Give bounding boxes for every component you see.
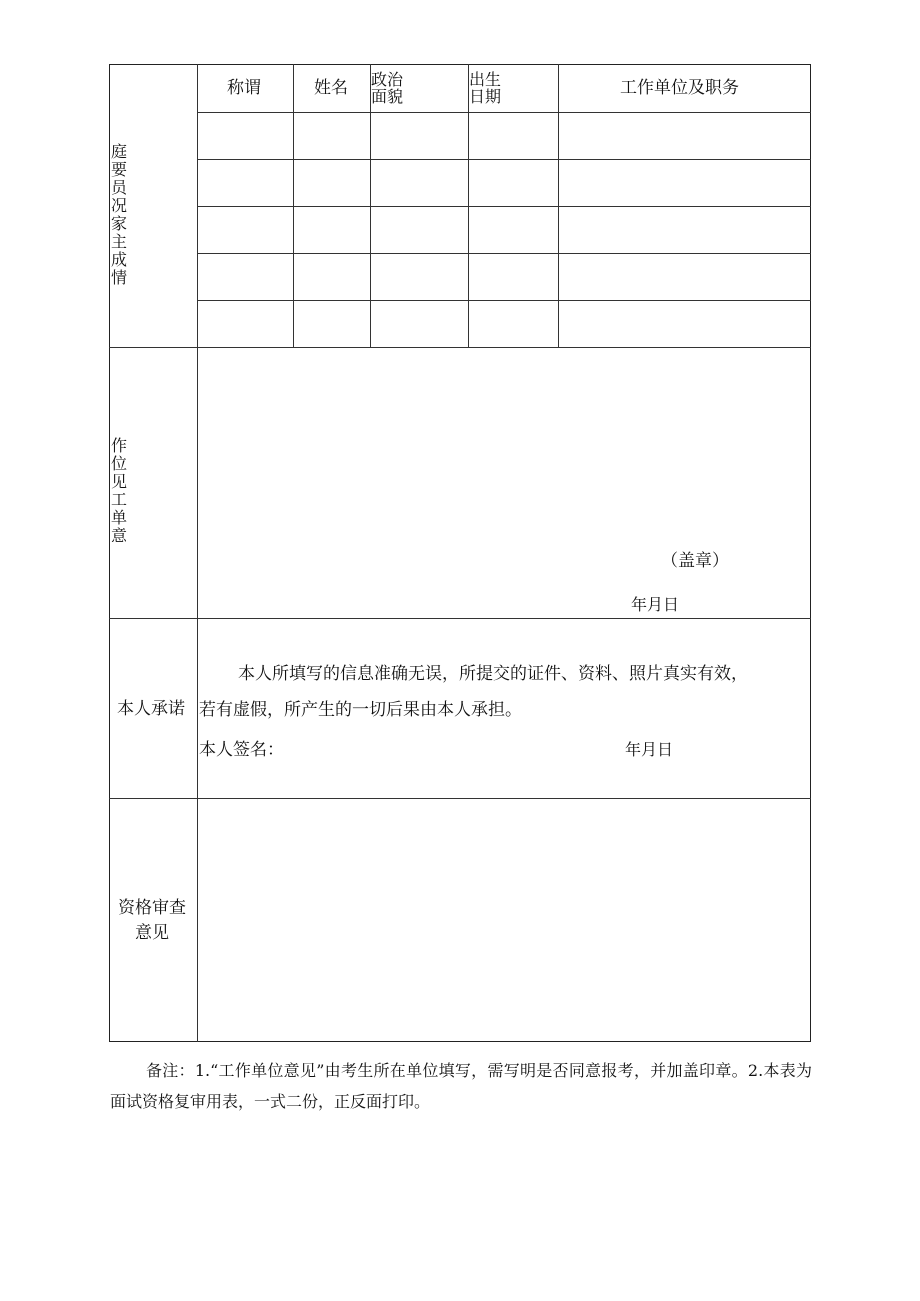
qualification-review-area[interactable] [198, 799, 810, 1041]
qualification-review-label-2: 意见 [135, 923, 169, 943]
header-political-status: 政治 面貌 [371, 70, 404, 106]
commitment-date: 年月日 [625, 740, 674, 759]
family-row-1[interactable] [198, 113, 810, 159]
work-unit-opinion-area[interactable] [198, 348, 810, 618]
section-divider [109, 618, 811, 619]
remarks: 备注：1.“工作单位意见”由考生所在单位填写，需写明是否同意报考，并加盖印章。2.本表为面试资格复审用表，一式二份，正反面打印。 [110, 1061, 812, 1111]
header-work-unit-position: 工作单位及职务 [620, 78, 739, 98]
family-row-5[interactable] [198, 301, 810, 347]
signature-label: 本人签名： [199, 740, 284, 760]
family-row-3[interactable] [198, 207, 810, 253]
seal-note: （盖章） [661, 551, 729, 571]
family-row-4[interactable] [198, 254, 810, 300]
commitment-line-1: 本人所填写的信息准确无误，所提交的证件、资料、照片真实有效， [238, 664, 748, 684]
work-unit-date: 年月日 [631, 595, 680, 614]
signature-field[interactable] [285, 735, 585, 765]
family-row-2[interactable] [198, 160, 810, 206]
work-unit-opinion-label: 作位见工单意 [110, 436, 127, 545]
family-members-label: 庭要员况家主成情 [110, 142, 127, 287]
commitment-line-2: 若有虚假，所产生的一切后果由本人承担。 [199, 700, 522, 720]
header-birth-date: 出生 日期 [469, 70, 502, 106]
commitment-label: 本人承诺 [117, 699, 185, 719]
header-name: 姓名 [314, 78, 348, 98]
qualification-review-label-1: 资格审查 [118, 898, 186, 918]
header-relation: 称谓 [227, 78, 261, 98]
